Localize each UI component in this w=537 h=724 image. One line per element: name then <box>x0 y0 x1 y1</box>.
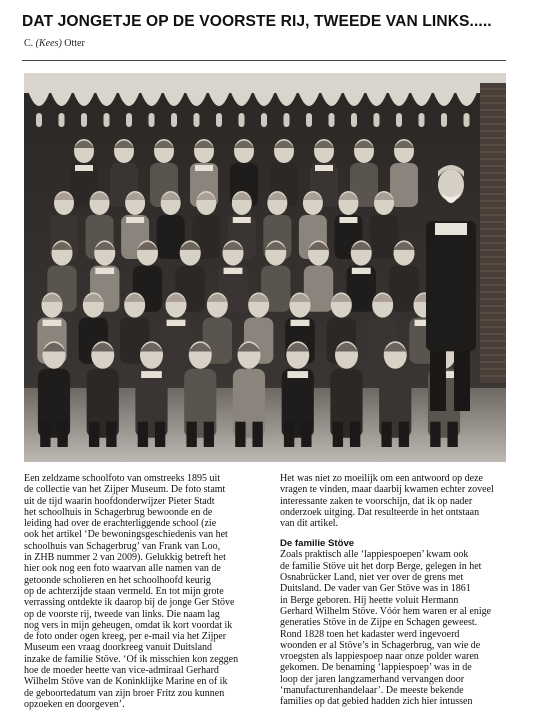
pupil-figure <box>184 341 216 447</box>
author-initial: C. <box>24 38 34 49</box>
article-title: DAT JONGETJE OP DE VOORSTE RIJ, TWEEDE VAN LINKS..... <box>22 13 492 30</box>
photo-top-band <box>24 73 506 93</box>
author-surname: Otter <box>64 38 85 49</box>
pupil-figure <box>161 292 190 363</box>
author-byline <box>24 38 85 49</box>
answer-paragraph: Het was niet zo moeilijk om een antwoord op deze vragen te vinden, maar daarbij kwamen echter zoveel interessante zaken te voorschijn, dat ik op nader onderzoek uitging. Dat resulteerde in het ontstaan van dit artikel. <box>280 473 494 530</box>
title-rule <box>22 60 506 61</box>
pupil-figure <box>87 341 119 447</box>
pupil-figure <box>330 341 362 447</box>
pupil-figure <box>282 341 314 447</box>
article-column-right <box>280 473 512 708</box>
pupil-figure <box>390 139 418 207</box>
section-heading: De familie Stöve <box>280 538 355 550</box>
pupil-figure <box>370 191 398 259</box>
author-nickname: (Kees) <box>35 38 62 49</box>
pupil-figure <box>135 341 167 447</box>
brick-pillar <box>480 83 506 383</box>
family-paragraph: Zoals praktisch alle ‘lappiespoepen’ kwam ook de familie Stöve uit het dorp Berge, gelegen in het Osnabrücker Land, niet ver over de grens met Duitsland. De vader van Ger Stöve was in 1861 in Berge geboren. Hij heette voluit Hermann Gerhard Wilhelm Stöve. Vóór hem waren er al enige generaties Stöve in de Zijpe en Schagen geweest. Rond 1828 toen het kadaster werd ingevoerd woonden er al Stöve’s in Schagerbrug, van wie de vroegsten als lappiespoep naar onze polder waren gekomen. De benaming ‘lappiespoep’ was in de loop der jaren langzamerhand vervangen door ‘manufacturenhandelaar’. De meeste bekende families op dat gebied hadden zich hier intussen <box>280 549 492 708</box>
pupil-figure <box>379 341 411 447</box>
intro-paragraph: Een zeldzame schoolfoto van omstreeks 1895 uit de collectie van het Zijper Museum. De foto stamt uit de tijd waarin hoofdonderwijzer Pieter Stadt het schoolhuis in Schagerbrug bewoonde en de leiding had over de erachterliggende school (zie ook het artikel ‘De bewoningsgeschiedenis van het schoolhuis van Schagerbrug’ van Frank van Loo, in ZHB nummer 2 van 2009). Gelukkig betreft het hier ook nog een foto waarvan alle namen van de getoonde scholieren en het schoolhoofd keurig op de achterzijde staan vermeld. En tot mijn grote verrassing ontdekte ik daarop bij de jonge Ger Stöve op de voorste rij, tweede van links. Die naam lag nog vers in mijn geheugen, omdat ik kort voordat ik de foto onder ogen kreeg, per e-mail via het Zijper Museum een vraag doorkreeg vanuit Duitsland inzake de familie Stöve. ‘Of ik misschien kon zeggen hoe de moeder heette van vice-admiraal Gerhard Wilhelm Stöve van de Koninklijke Marine en of ik de geboortedatum van zijn broer Fritz zou kunnen opzoeken en doorgeven’. <box>24 473 239 710</box>
pupil-figure <box>38 341 70 447</box>
article-column-left <box>24 473 260 710</box>
school-photo-illustration <box>24 73 506 462</box>
school-photo <box>24 73 506 462</box>
pupil-figure <box>233 341 265 447</box>
